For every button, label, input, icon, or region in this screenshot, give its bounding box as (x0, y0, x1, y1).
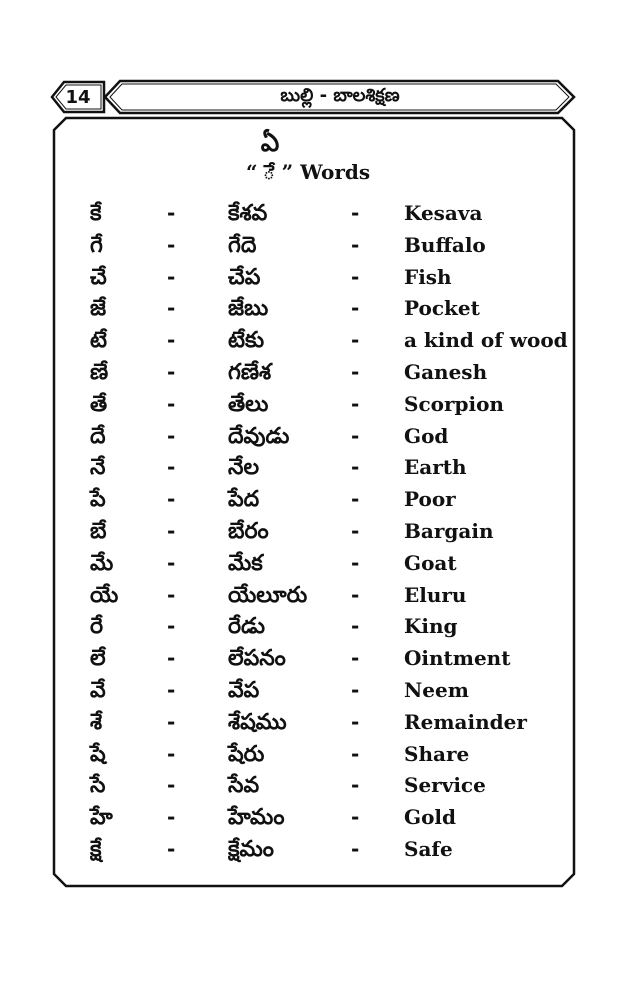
english-meaning: Bargain (404, 518, 494, 543)
separator-dash: - (167, 296, 176, 321)
telugu-word: యేలూరు (228, 582, 308, 608)
separator-dash: - (167, 677, 176, 702)
english-meaning: Earth (404, 455, 467, 480)
separator-dash: - (351, 582, 360, 607)
telugu-word: బేరం (228, 518, 269, 544)
word-row (0, 452, 638, 484)
separator-dash: - (351, 232, 360, 257)
consonant-letter: షే (90, 741, 106, 767)
consonant-letter: తే (90, 391, 108, 417)
english-meaning: Share (404, 741, 470, 766)
telugu-word: నేల (228, 455, 260, 481)
separator-dash: - (351, 836, 360, 861)
consonant-letter: యే (90, 582, 119, 608)
consonant-letter: వే (90, 677, 106, 703)
english-meaning: Fish (404, 264, 452, 289)
telugu-word: టేకు (228, 328, 265, 354)
telugu-word: పేద (228, 487, 260, 513)
word-row (0, 516, 638, 548)
word-row (0, 325, 638, 357)
english-meaning: Remainder (404, 709, 527, 734)
english-meaning: a kind of wood (404, 328, 568, 353)
word-row (0, 230, 638, 262)
word-row (0, 834, 638, 866)
word-row (0, 739, 638, 771)
telugu-word: వేప (228, 677, 260, 703)
consonant-letter: హే (90, 805, 113, 831)
separator-dash: - (351, 455, 360, 480)
separator-dash: - (351, 296, 360, 321)
separator-dash: - (167, 773, 176, 798)
separator-dash: - (167, 805, 176, 830)
separator-dash: - (167, 232, 176, 257)
section-subtitle: “ ే ” Words (246, 160, 371, 184)
consonant-letter: నే (90, 455, 106, 481)
english-meaning: God (404, 423, 449, 448)
word-row (0, 421, 638, 453)
word-row (0, 293, 638, 325)
separator-dash: - (167, 487, 176, 512)
consonant-letter: రే (90, 614, 104, 640)
separator-dash: - (351, 646, 360, 671)
consonant-letter: పే (90, 487, 106, 513)
telugu-word: చేప (228, 264, 261, 290)
separator-dash: - (167, 550, 176, 575)
telugu-word: హేమం (228, 805, 285, 831)
telugu-word: గేదె (228, 232, 257, 258)
english-meaning: Neem (404, 677, 469, 702)
english-meaning: Pocket (404, 296, 480, 321)
separator-dash: - (351, 550, 360, 575)
consonant-letter: మే (90, 550, 114, 576)
separator-dash: - (351, 487, 360, 512)
book-title: బుల్లి - బాలశిక్షణ (280, 84, 400, 106)
word-row (0, 802, 638, 834)
word-list (0, 198, 638, 866)
separator-dash: - (167, 328, 176, 353)
separator-dash: - (167, 836, 176, 861)
vowel-heading: ఏ (260, 128, 280, 158)
telugu-word: జేబు (228, 296, 269, 322)
separator-dash: - (351, 201, 360, 225)
word-row (0, 198, 638, 230)
consonant-letter: చే (90, 264, 107, 290)
separator-dash: - (167, 359, 176, 384)
english-meaning: King (404, 614, 458, 639)
telugu-word: దేవుడు (228, 423, 290, 449)
consonant-letter: సే (90, 773, 106, 799)
separator-dash: - (167, 646, 176, 671)
separator-dash: - (167, 264, 176, 289)
separator-dash: - (351, 264, 360, 289)
separator-dash: - (351, 709, 360, 734)
english-meaning: Scorpion (404, 391, 504, 416)
english-meaning: Buffalo (404, 232, 486, 257)
word-row (0, 262, 638, 294)
consonant-letter: దే (90, 423, 106, 449)
separator-dash: - (167, 391, 176, 416)
separator-dash: - (351, 423, 360, 448)
english-meaning: Ganesh (404, 359, 488, 384)
separator-dash: - (351, 328, 360, 353)
telugu-word: మేక (228, 550, 263, 576)
telugu-word: తేలు (228, 391, 269, 417)
english-meaning: Kesava (404, 201, 483, 225)
word-row (0, 770, 638, 802)
separator-dash: - (167, 582, 176, 607)
consonant-letter: ణే (90, 359, 109, 385)
telugu-word: క్షేమం (228, 836, 274, 862)
telugu-word: రేడు (228, 614, 265, 640)
separator-dash: - (351, 359, 360, 384)
separator-dash: - (351, 773, 360, 798)
telugu-word: లేపనం (228, 646, 286, 672)
english-meaning: Goat (404, 550, 457, 575)
word-row (0, 548, 638, 580)
telugu-word: కేశవ (228, 201, 268, 226)
separator-dash: - (167, 614, 176, 639)
telugu-word: గణేశ (228, 359, 272, 385)
separator-dash: - (351, 677, 360, 702)
english-meaning: Eluru (404, 582, 467, 607)
telugu-word: షేరు (228, 741, 265, 767)
page-number: 14 (65, 86, 91, 108)
word-row (0, 675, 638, 707)
separator-dash: - (351, 614, 360, 639)
separator-dash: - (167, 709, 176, 734)
telugu-word: శేషము (228, 709, 287, 735)
consonant-letter: జే (90, 296, 107, 322)
separator-dash: - (351, 391, 360, 416)
telugu-word: సేవ (228, 773, 260, 799)
word-row (0, 611, 638, 643)
word-row (0, 357, 638, 389)
consonant-letter: గే (90, 232, 103, 258)
english-meaning: Ointment (404, 646, 511, 671)
consonant-letter: లే (90, 646, 106, 672)
separator-dash: - (351, 805, 360, 830)
consonant-letter: టే (90, 328, 107, 354)
separator-dash: - (167, 455, 176, 480)
separator-dash: - (167, 741, 176, 766)
separator-dash: - (167, 423, 176, 448)
consonant-letter: బే (90, 518, 107, 544)
separator-dash: - (351, 518, 360, 543)
consonant-letter: కే (90, 201, 102, 226)
separator-dash: - (351, 741, 360, 766)
english-meaning: Poor (404, 487, 456, 512)
english-meaning: Service (404, 773, 486, 798)
word-row (0, 707, 638, 739)
consonant-letter: శే (90, 709, 103, 735)
consonant-letter: క్షే (90, 836, 102, 862)
word-row (0, 389, 638, 421)
word-row (0, 580, 638, 612)
word-row (0, 643, 638, 675)
english-meaning: Safe (404, 836, 453, 861)
separator-dash: - (167, 201, 176, 225)
english-meaning: Gold (404, 805, 457, 830)
word-row (0, 484, 638, 516)
separator-dash: - (167, 518, 176, 543)
